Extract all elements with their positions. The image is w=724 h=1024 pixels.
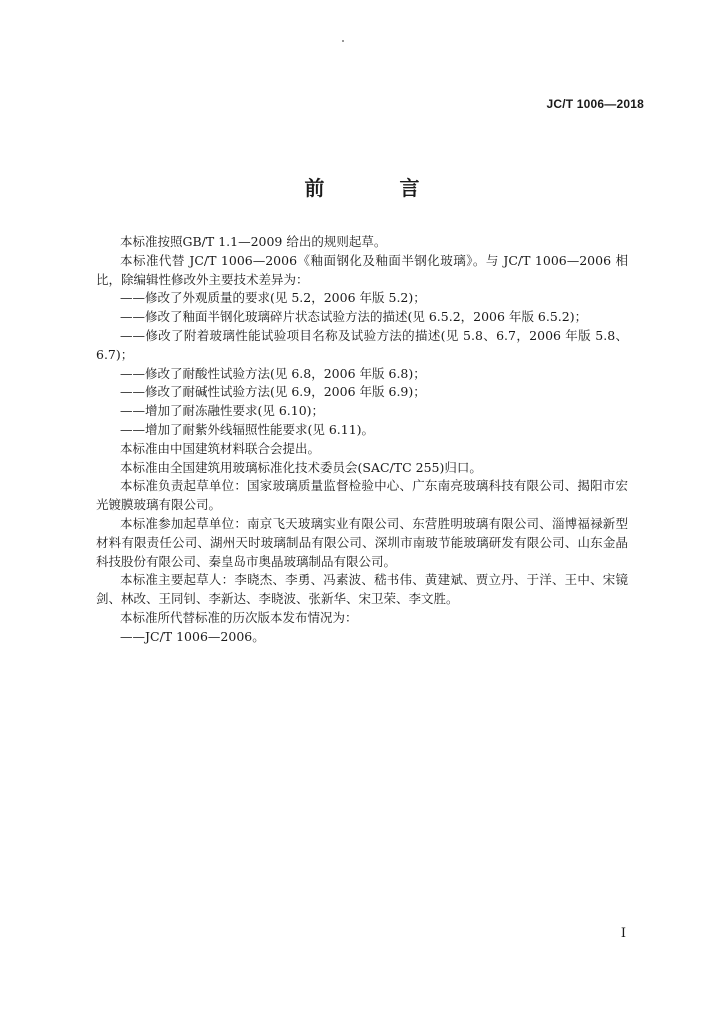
- list-item: ——修改了耐酸性试验方法(见 6.8，2006 年版 6.8)；: [120, 365, 426, 381]
- page-number: I: [620, 926, 626, 941]
- list-item: ——修改了耐碱性试验方法(见 6.9，2006 年版 6.9)；: [120, 384, 426, 400]
- foreword-body: [96, 233, 628, 647]
- list-item: ——增加了耐冻融性要求(见 6.10)；: [120, 403, 325, 419]
- paragraph: 本标准代替 JC/T 1006—2006《釉面钢化及釉面半钢化玻璃》。与 JC/T 1006—2006 相比，除编辑性修改外主要技术差异为：: [96, 252, 628, 287]
- scan-dot-mark: [342, 40, 344, 42]
- list-item: ——修改了釉面半钢化玻璃碎片状态试验方法的描述(见 6.5.2，2006 年版 6.5.2)；: [120, 309, 588, 325]
- paragraph: 本标准所代替标准的历次版本发布情况为：: [120, 609, 358, 625]
- list-item: ——修改了附着玻璃性能试验项目名称及试验方法的描述(见 5.8、6.7，2006 年版 5.8、6.7)；: [96, 327, 628, 362]
- page-title: 前 言: [304, 176, 454, 200]
- paragraph: 本标准主要起草人：李晓杰、李勇、冯素波、嵇书伟、黄建斌、贾立丹、于洋、王中、宋镜剑、林改、王同钊、李新达、李晓波、张新华、宋卫荣、李文胜。: [96, 572, 628, 607]
- standard-code-header: JC/T 1006—2018: [546, 97, 644, 111]
- paragraph: 本标准按照GB/T 1.1—2009 给出的规则起草。: [120, 234, 387, 249]
- list-item: ——增加了耐紫外线辐照性能要求(见 6.11)。: [120, 421, 375, 437]
- paragraph: 本标准参加起草单位：南京飞天玻璃实业有限公司、东营胜明玻璃有限公司、淄博福禄新型材料有限责任公司、湖州天时玻璃制品有限公司、深圳市南玻节能玻璃研发有限公司、山东金晶科技股份有限公司、秦皇岛市奥晶玻璃制品有限公司。: [96, 515, 628, 569]
- paragraph: 本标准负责起草单位：国家玻璃质量监督检验中心、广东南亮玻璃科技有限公司、揭阳市宏光镀膜玻璃有限公司。: [96, 478, 628, 513]
- list-item: ——修改了外观质量的要求(见 5.2，2006 年版 5.2)；: [120, 290, 426, 306]
- paragraph: 本标准由中国建筑材料联合会提出。: [120, 440, 321, 456]
- paragraph: 本标准由全国建筑用玻璃标准化技术委员会(SAC/TC 255)归口。: [120, 459, 482, 475]
- list-item: ——JC/T 1006—2006。: [120, 628, 265, 644]
